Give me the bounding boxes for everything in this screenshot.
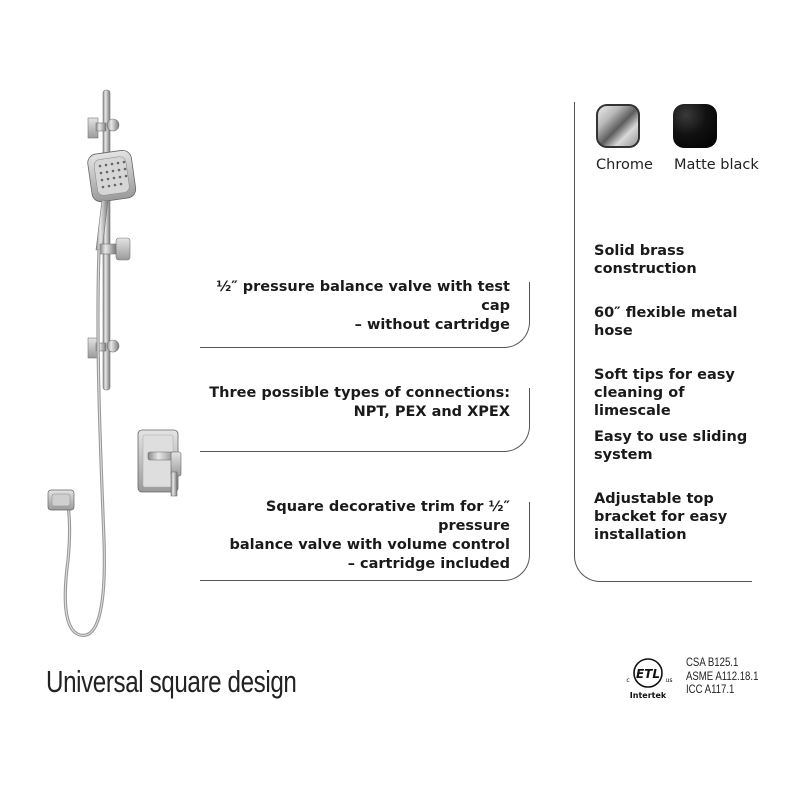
callout-trim-line	[200, 502, 530, 581]
standard-icc: ICC A117.1	[686, 682, 735, 696]
tagline: Universal square design	[46, 664, 297, 699]
callout-connections-line	[200, 388, 530, 452]
feature-adjustable-bracket: Adjustable top bracket for easy installation	[594, 491, 728, 543]
matte-black-finish-label: Matte black	[674, 157, 759, 173]
flexible-hose	[65, 250, 104, 635]
standard-asme: ASME A112.18.1	[686, 668, 759, 683]
hand-shower	[87, 149, 137, 203]
etl-intertek-logo	[618, 654, 678, 704]
feature-sliding-system: Easy to use sliding system	[594, 429, 748, 463]
feature-metal-hose: 60″ flexible metal hose	[594, 305, 738, 339]
feature-soft-tips: Soft tips for easy cleaning of limescale	[594, 367, 735, 419]
chrome-finish-swatch	[596, 104, 640, 148]
certification-standards	[686, 656, 758, 697]
callout-trim-text: Square decorative trim for ½″ pressure balance valve with volume control – cartridge included	[229, 499, 510, 572]
sliding-holder	[116, 238, 130, 260]
shower-kit-illustration	[30, 80, 200, 650]
callout-connections-text: Three possible types of connections: NPT, PEX and XPEX	[209, 385, 510, 420]
cert-brand-text: Intertek	[629, 691, 667, 700]
callout-valve-text: ½″ pressure balance valve with test cap – without cartridge	[216, 279, 510, 333]
standard-csa: CSA B125.1	[686, 655, 739, 669]
cert-mark-text: ETL	[635, 667, 661, 681]
cert-mark-right: us	[665, 677, 673, 684]
cert-mark-left: c	[626, 677, 630, 684]
feature-solid-brass: Solid brass construction	[594, 243, 697, 277]
callout-valve-line	[200, 282, 530, 348]
matte-black-finish-swatch	[673, 104, 717, 148]
chrome-finish-label: Chrome	[596, 157, 653, 173]
